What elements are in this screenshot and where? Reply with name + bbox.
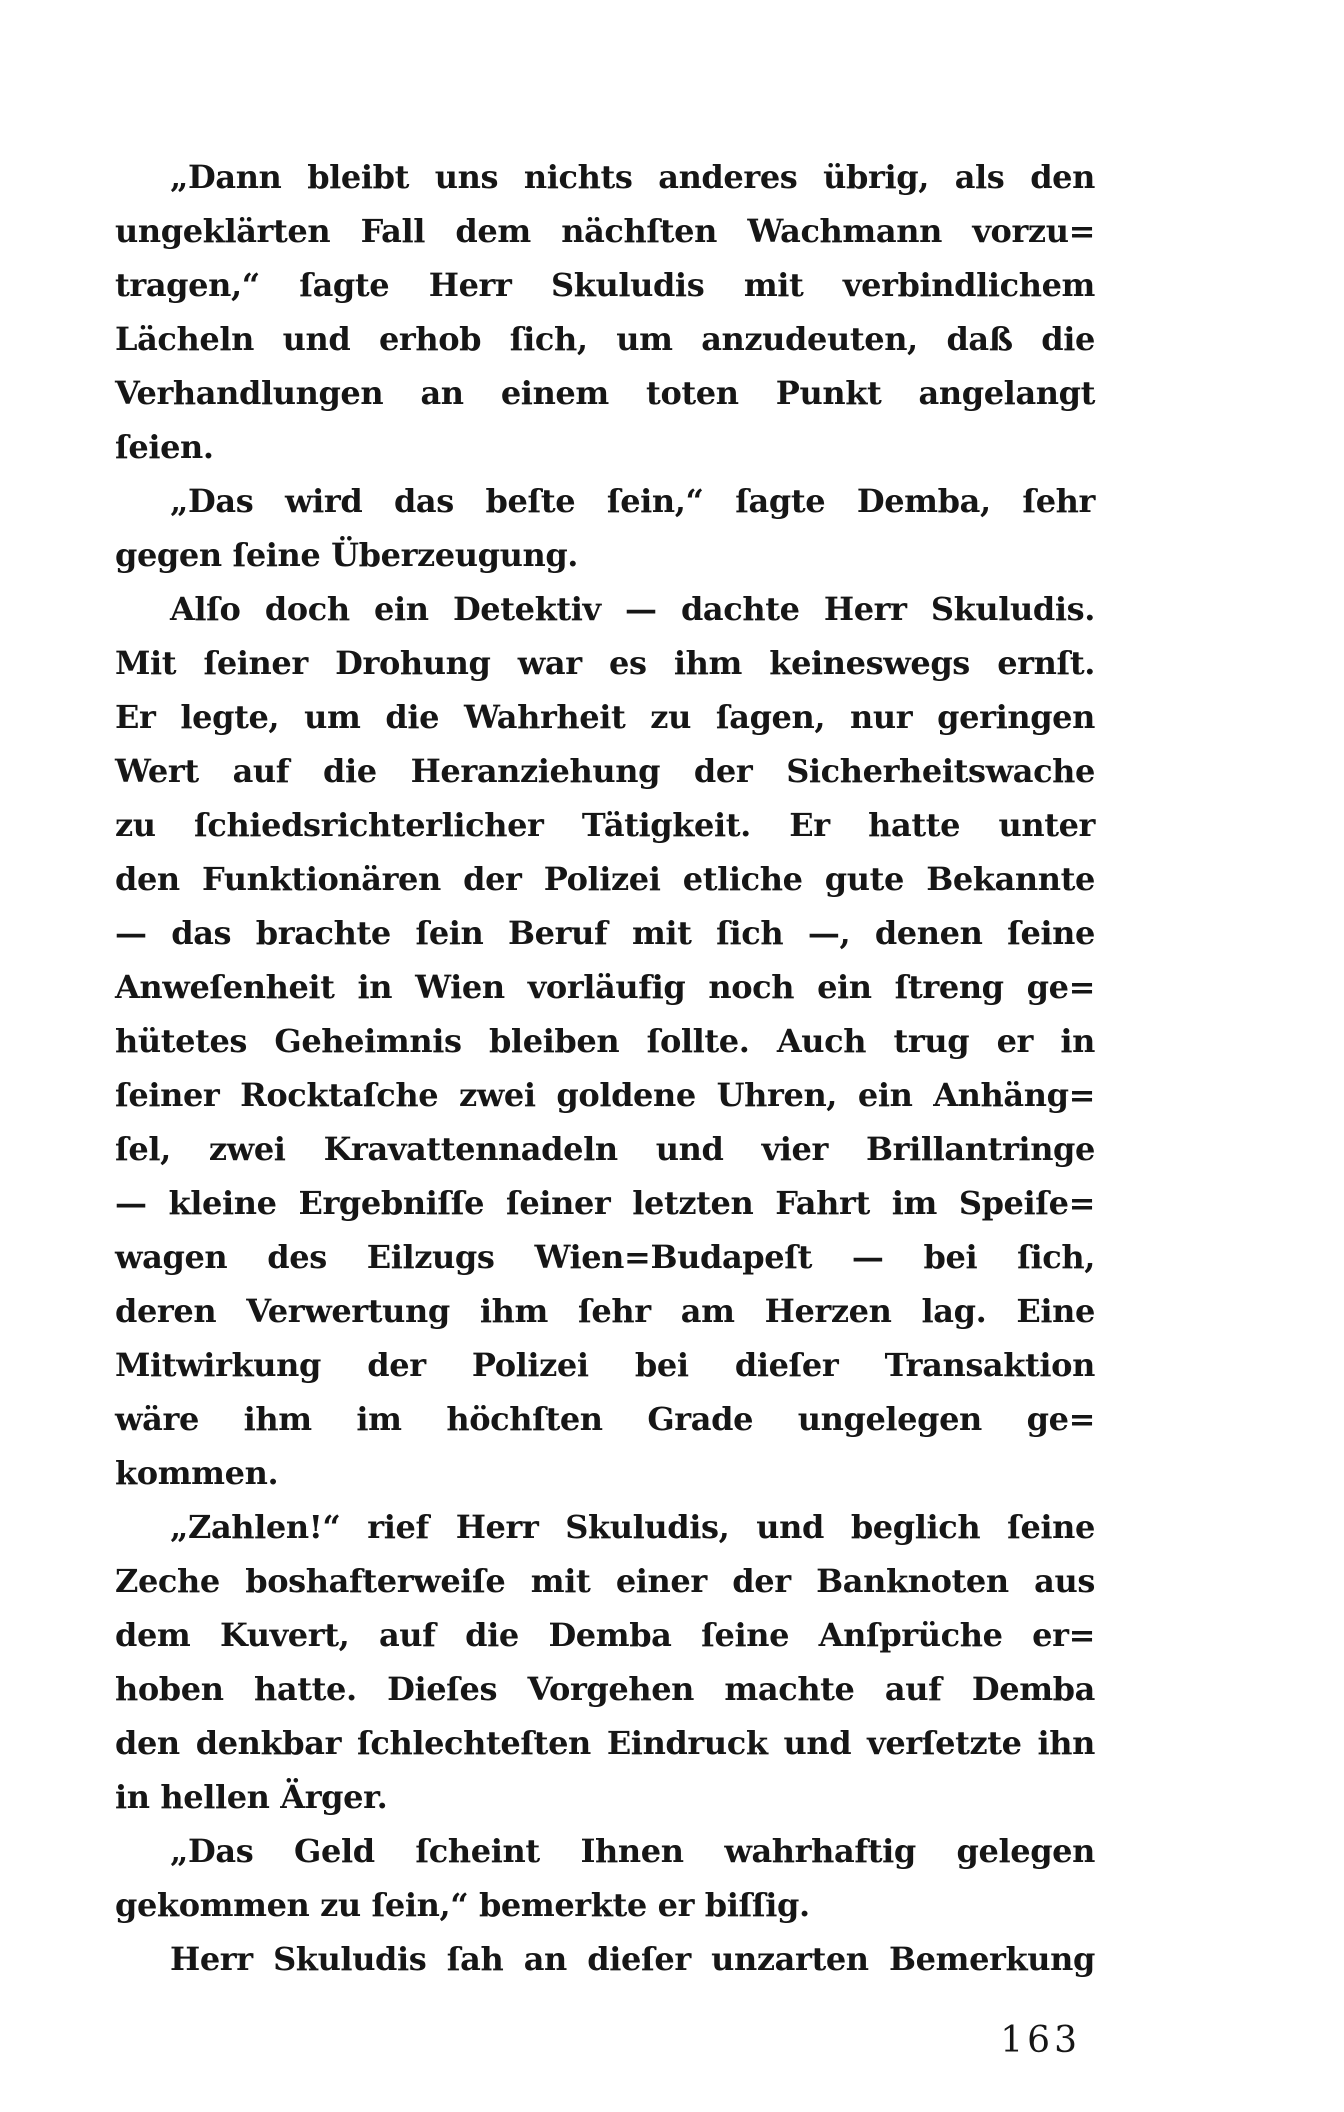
- paragraph: [115, 1932, 1095, 1986]
- text-line: Zeche boshafterweiſe mit einer der Banknoten aus: [115, 1562, 1095, 1600]
- paragraph: [115, 150, 1095, 474]
- text-line: den denkbar ſchlechteſten Eindruck und verſetzte ihn: [115, 1724, 1095, 1762]
- text-line: tragen,“ ſagte Herr Skuludis mit verbindlichem: [115, 266, 1095, 304]
- text-line: „Das wird das beſte ſein,“ ſagte Demba, ſehr: [170, 482, 1095, 520]
- text-line: Verhandlungen an einem toten Punkt angelangt: [115, 374, 1095, 412]
- text-line: dem Kuvert, auf die Demba ſeine Anſprüche er=: [115, 1616, 1095, 1654]
- text-line: „Das Geld ſcheint Ihnen wahrhaftig gelegen: [170, 1832, 1095, 1870]
- text-line: ſeiner Rocktaſche zwei goldene Uhren, ein Anhäng=: [115, 1076, 1095, 1114]
- text-line: kommen.: [115, 1454, 279, 1492]
- text-line: gekommen zu ſein,“ bemerkte er biſſig.: [115, 1886, 810, 1924]
- text-line: Mit ſeiner Drohung war es ihm keineswegs ernſt.: [115, 644, 1095, 682]
- text-line: Lächeln und erhob ſich, um anzudeuten, daß die: [115, 320, 1095, 358]
- paragraph: [115, 1824, 1095, 1932]
- text-line: zu ſchiedsrichterlicher Tätigkeit. Er hatte unter: [115, 806, 1095, 844]
- text-line: den Funktionären der Polizei etliche gute Bekannte: [115, 860, 1095, 898]
- paragraph: [115, 474, 1095, 582]
- text-line: Anweſenheit in Wien vorläufig noch ein ſtreng ge=: [115, 968, 1095, 1006]
- text-line: Er legte, um die Wahrheit zu ſagen, nur geringen: [115, 698, 1095, 736]
- text-line: ſeien.: [115, 428, 214, 466]
- text-line: ſel, zwei Kravattennadeln und vier Brillantringe: [115, 1130, 1095, 1168]
- text-line: hütetes Geheimnis bleiben ſollte. Auch trug er in: [115, 1022, 1095, 1060]
- text-line: in hellen Ärger.: [115, 1778, 388, 1816]
- page-number: 163: [1000, 2020, 1081, 2061]
- text-line: — das brachte ſein Beruf mit ſich —, denen ſeine: [115, 914, 1095, 952]
- text-line: Mitwirkung der Polizei bei dieſer Transaktion: [115, 1346, 1095, 1384]
- text-block: [115, 150, 1095, 1986]
- text-line: — kleine Ergebniſſe ſeiner letzten Fahrt im Speiſe=: [115, 1184, 1095, 1222]
- text-line: Alſo doch ein Detektiv — dachte Herr Skuludis.: [170, 590, 1095, 628]
- text-line: hoben hatte. Dieſes Vorgehen machte auf Demba: [115, 1670, 1095, 1708]
- text-line: ungeklärten Fall dem nächſten Wachmann vorzu=: [115, 212, 1095, 250]
- paragraph: [115, 582, 1095, 1500]
- text-line: gegen ſeine Überzeugung.: [115, 536, 579, 574]
- text-line: Wert auf die Heranziehung der Sicherheitswache: [115, 752, 1095, 790]
- paragraph: [115, 1500, 1095, 1824]
- text-line: deren Verwertung ihm ſehr am Herzen lag. Eine: [115, 1292, 1095, 1330]
- text-line: wäre ihm im höchſten Grade ungelegen ge=: [115, 1400, 1095, 1438]
- text-line: wagen des Eilzugs Wien=Budapeſt — bei ſich,: [115, 1238, 1095, 1276]
- text-line: „Dann bleibt uns nichts anderes übrig, als den: [170, 158, 1095, 196]
- text-line: Herr Skuludis ſah an dieſer unzarten Bemerkung: [170, 1940, 1095, 1978]
- text-line: „Zahlen!“ rief Herr Skuludis, und beglich ſeine: [170, 1508, 1095, 1546]
